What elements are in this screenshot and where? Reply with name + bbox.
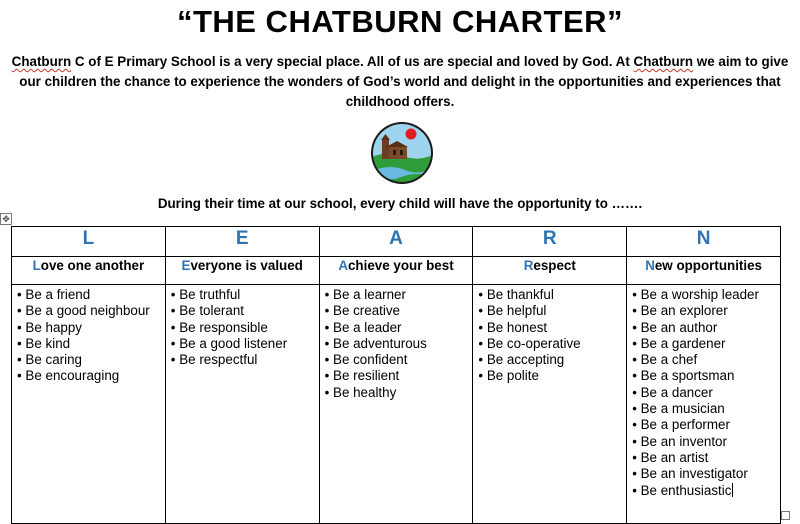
items-cell-e xyxy=(165,285,319,524)
list-item: • Be a leader xyxy=(325,320,473,336)
item-list-e xyxy=(171,287,319,368)
list-item: • Be an inventor xyxy=(632,434,780,450)
letter-cell-a: A xyxy=(319,227,473,257)
intro-text-1: C of E Primary School is a very special place. All of us are special and loved by God. At xyxy=(71,54,634,69)
school-logo xyxy=(369,120,435,186)
charter-table xyxy=(11,226,781,524)
item-list-a xyxy=(325,287,473,401)
items-cell-r xyxy=(473,285,627,524)
item-list-r xyxy=(478,287,626,385)
list-item: • Be responsible xyxy=(171,320,319,336)
list-item: • Be thankful xyxy=(478,287,626,303)
list-item: • Be a chef xyxy=(632,352,780,368)
value-text: veryone is valued xyxy=(190,258,303,273)
list-item: • Be a friend xyxy=(17,287,165,303)
value-text: espect xyxy=(533,258,576,273)
value-text: chieve your best xyxy=(347,258,454,273)
item-list-l xyxy=(17,287,165,385)
items-cell-a xyxy=(319,285,473,524)
value-cell-l xyxy=(12,257,166,285)
value-cell-a xyxy=(319,257,473,285)
list-item: • Be an author xyxy=(632,320,780,336)
value-text: ove one another xyxy=(40,258,145,273)
subheading: During their time at our school, every child will have the opportunity to ……. xyxy=(157,196,643,211)
value-cell-n xyxy=(627,257,781,285)
value-initial: N xyxy=(645,258,655,273)
list-item: • Be a gardener xyxy=(632,336,780,352)
list-item: • Be respectful xyxy=(171,352,319,368)
intro-paragraph xyxy=(10,52,790,112)
letter-cell-n: N xyxy=(627,227,781,257)
letters-row xyxy=(12,227,781,257)
values-row xyxy=(12,257,781,285)
list-item: • Be caring xyxy=(17,352,165,368)
item-list-n xyxy=(632,287,780,499)
document-title: “THE CHATBURN CHARTER” xyxy=(176,4,624,39)
list-item: • Be a good listener xyxy=(171,336,319,352)
list-item: • Be adventurous xyxy=(325,336,473,352)
list-item: • Be a musician xyxy=(632,401,780,417)
list-item: • Be accepting xyxy=(478,352,626,368)
list-item: • Be a dancer xyxy=(632,385,780,401)
list-item: • Be helpful xyxy=(478,303,626,319)
list-item: • Be polite xyxy=(478,368,626,384)
table-move-handle-icon[interactable]: ✥ xyxy=(0,213,12,225)
value-initial: E xyxy=(181,258,191,273)
letter-cell-l: L xyxy=(12,227,166,257)
table-resize-handle-icon[interactable] xyxy=(781,511,790,520)
value-cell-r xyxy=(473,257,627,285)
list-item: • Be happy xyxy=(17,320,165,336)
items-row xyxy=(12,285,781,524)
intro-school-name-2: Chatburn xyxy=(633,54,694,69)
list-item: • Be encouraging xyxy=(17,368,165,384)
list-item: • Be healthy xyxy=(325,385,473,401)
list-item: • Be truthful xyxy=(171,287,319,303)
list-item: • Be a worship leader xyxy=(632,287,780,303)
list-item: • Be an explorer xyxy=(632,303,780,319)
list-item: • Be a learner xyxy=(325,287,473,303)
list-item: • Be a performer xyxy=(632,417,780,433)
list-item: • Be kind xyxy=(17,336,165,352)
items-cell-n[interactable] xyxy=(627,285,781,524)
list-item: • Be resilient xyxy=(325,368,473,384)
list-item: • Be a good neighbour xyxy=(17,303,165,319)
value-initial: A xyxy=(338,258,348,273)
value-initial: R xyxy=(523,258,534,273)
list-item-text: Be enthusiastic xyxy=(640,482,732,498)
list-item: • Be tolerant xyxy=(171,303,319,319)
list-item: • Be a sportsman xyxy=(632,368,780,384)
value-initial: L xyxy=(32,258,41,273)
intro-text-2: we aim to give our children the chance to experience the wonders of God’s world and delight in the opportunities and experiences that childhood offers. xyxy=(19,54,789,109)
list-item: • Be an investigator xyxy=(632,466,780,482)
items-cell-l xyxy=(12,285,166,524)
letter-cell-e: E xyxy=(165,227,319,257)
intro-school-name: Chatburn xyxy=(11,54,72,69)
text-cursor xyxy=(732,483,733,497)
letter-cell-r: R xyxy=(473,227,627,257)
list-item-last[interactable] xyxy=(632,483,780,499)
value-cell-e xyxy=(165,257,319,285)
list-item: • Be confident xyxy=(325,352,473,368)
list-item: • Be an artist xyxy=(632,450,780,466)
list-item: • Be honest xyxy=(478,320,626,336)
value-text: ew opportunities xyxy=(654,258,762,273)
list-item: • Be co-operative xyxy=(478,336,626,352)
list-item: • Be creative xyxy=(325,303,473,319)
